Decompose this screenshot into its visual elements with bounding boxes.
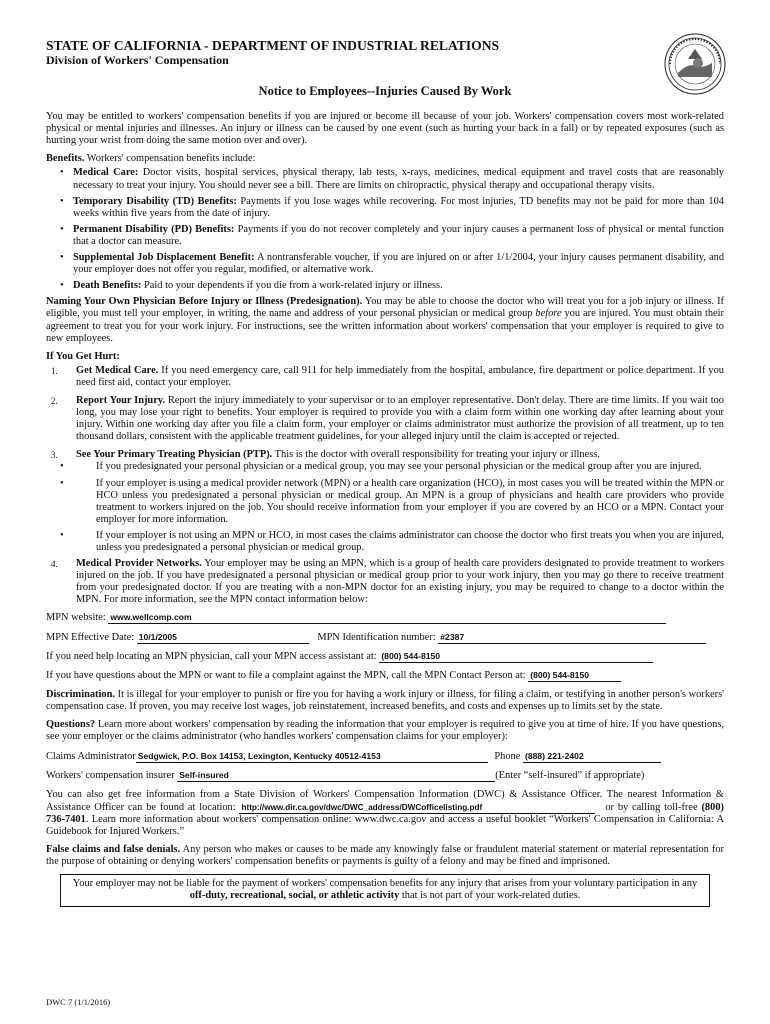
claims-admin-label: Claims Administrator — [46, 751, 136, 763]
false-claims-heading: False claims and false denials. — [46, 843, 181, 855]
mpn-website-line — [46, 612, 724, 624]
mpn-contact-label: If you have questions about the MPN or want to file a complaint against the MPN, call the MPN Contact Person at: — [46, 669, 526, 681]
benefits-heading: Benefits. — [46, 153, 85, 165]
state-seal-icon — [664, 33, 726, 95]
mpn-contact-phone-field[interactable]: (800) 544-8150 — [528, 670, 621, 682]
benefit-text: A nontransferable voucher, if you are injured on or after 1/1/2004, your injury causes permanent disability, and your employer does not offer you regular, modified, or alternative work. — [73, 252, 725, 276]
if-hurt-heading — [46, 351, 724, 363]
benefit-text: Doctor visits, hospital services, physical therapy, lab tests, x-rays, medicines, medical equipment and travel costs that are reasonably necessary to treat your injury. You should never see a bill. There are limits on chiropractic, physical therapy and occupational therapy visits. — [73, 167, 724, 191]
list-item — [46, 196, 724, 220]
item-term: Report Your Injury. — [76, 394, 166, 406]
insurer-line — [46, 770, 724, 782]
item-number: 4. — [51, 559, 58, 570]
benefit-term: Permanent Disability (PD) Benefits: — [73, 223, 235, 235]
claims-admin-field[interactable]: Sedgwick, P.O. Box 14153, Lexington, Kentucky 40512-4153 — [136, 751, 488, 763]
mpn-access-phone-field[interactable]: (800) 544-8150 — [379, 651, 653, 663]
dwc-text: . Learn more information about workers' compensation online: www.dwc.ca.gov and access a useful booklet “Workers' Compensation in California: A Guidebook for Injured Workers.” — [46, 813, 724, 837]
benefits-list — [46, 167, 724, 292]
claims-phone-field[interactable]: (888) 221-2402 — [523, 751, 661, 763]
intro-paragraph: You may be entitled to workers' compensation benefits if you are injured or become ill because of your job. Workers' compensation covers most work-related physical or mental injuries and illnesses. An injury or illness can be caused by one event (such as hurting your back in a fall) or by repeated exposures (such as hurting your wrist from doing the same motion over and over). — [46, 111, 724, 147]
benefits-lead: Workers' compensation benefits include: — [84, 153, 256, 165]
mpn-effective-date-field[interactable]: 10/1/2005 — [137, 632, 309, 644]
false-claims-text: Any person who makes or causes to be made any knowingly false or fraudulent material statement or material representation for the purpose of obtaining or denying workers' compensation benefits or payments is guilty of a felony and may be fined and imprisoned. — [46, 843, 724, 867]
list-item — [46, 558, 724, 606]
dwc-text: by calling toll-free — [617, 801, 702, 813]
item-term: Get Medical Care. — [76, 364, 159, 376]
if-hurt-heading-text: If You Get Hurt: — [46, 350, 120, 362]
benefits-section — [46, 153, 724, 165]
discrimination-text: It is illegal for your employer to punish or fire you for having a work injury or illness, for filing a claim, or testifying in another person's workers' compensation case. If proven, you may receive lost wages, job reinstatement, increased benefits, and costs and expenses up to limits set by the state. — [46, 688, 724, 712]
item-number: 2. — [51, 395, 58, 406]
item-number: 3. — [51, 450, 58, 461]
discrimination-paragraph — [46, 689, 724, 713]
questions-heading: Questions? — [46, 719, 96, 731]
notice-box — [60, 874, 710, 907]
notice-title: Notice to Employees--Injuries Caused By Work — [258, 84, 512, 98]
mpn-effective-line — [46, 632, 724, 644]
item-text: If you need emergency care, call 911 for help immediately from the hospital, ambulance, fire department or police department. If you need first aid, contact your employer. — [76, 364, 724, 388]
insurer-note: (Enter “self-insured” if appropriate) — [495, 770, 645, 782]
list-item: • If you predesignated your personal physician or a medical group, you may see your personal physician or the medical group after you are injured. — [46, 461, 724, 473]
mpn-access-label: If you need help locating an MPN physician, call your MPN access assistant at: — [46, 650, 377, 662]
insurer-field[interactable]: Self-insured — [177, 770, 495, 782]
false-claims-paragraph — [46, 844, 724, 868]
form-footer: DWC 7 (1/1/2016) — [46, 997, 111, 1007]
agency-heading: STATE OF CALIFORNIA - DEPARTMENT OF INDUSTRIAL RELATIONS — [46, 38, 500, 53]
mpn-effective-label: MPN Effective Date: — [46, 631, 135, 643]
item-term: Medical Provider Networks. — [76, 558, 202, 570]
if-hurt-list — [46, 365, 724, 607]
predesignation-text: You may be able to choose the doctor who will treat you for a job injury or illness. If eligible, you must tell your employer, in writing, the name and address of your personal physician or medical group — [46, 296, 724, 320]
dwc-phone: (800) 736-7401 — [46, 801, 724, 825]
benefit-text: Payments if you lose wages while recovering. For most injuries, TD benefits may not be paid for more than 104 weeks within five years from the date of injury. — [73, 195, 724, 219]
discrimination-heading: Discrimination. — [46, 688, 115, 700]
mpn-contact-line — [46, 670, 724, 682]
list-item — [46, 365, 724, 389]
predesignation-text: you are injured. You must obtain their agreement to treat you for your work injury. For instructions, see the written information about workers' compensation that your employer is required to give to new employees. — [46, 308, 725, 344]
list-item — [46, 449, 724, 554]
item-term: See Your Primary Treating Physician (PTP). — [76, 449, 273, 461]
notice-box-emphasis: off-duty, recreational, social, or athletic activity — [189, 890, 400, 902]
questions-paragraph — [46, 719, 724, 743]
dwc-or: or — [605, 801, 614, 813]
benefit-term: Medical Care: — [73, 167, 139, 179]
insurer-label: Workers' compensation insurer — [46, 770, 175, 782]
list-item — [46, 395, 724, 443]
dwc-text: You can also get free information from a State Division of Workers' Compensation Information (DWC) & Assistance Officer. The nearest Information & Assistance Officer can be found at location: — [46, 789, 724, 813]
dwc-location-field[interactable]: http://www.dir.ca.gov/dwc/DWC_address/DWCofficelisting.pdf — [239, 802, 595, 814]
item-text: This is the doctor with overall responsibility for treating your injury or illness. — [272, 449, 600, 461]
benefit-text: Payments if you do not recover completely and your injury causes a permanent loss of physical or mental function that a doctor can measure. — [73, 223, 724, 247]
list-item: • If your employer is using a medical provider network (MPN) or a health care organization (HCO), in most cases you will be treated within the MPN or HCO unless you predesignated a personal physician or medical group. An MPN is a group of physicians and health care providers who provide treatment to workers injured on the job. You should receive information from your employer if you are covered by an HCO or a MPN. Contact your employer for more information. — [46, 478, 724, 526]
mpn-id-label: MPN Identification number: — [317, 631, 436, 643]
list-item — [46, 167, 724, 191]
mpn-id-field[interactable]: #2387 — [438, 632, 706, 644]
mpn-website-label: MPN website: — [46, 612, 106, 624]
division-heading: Division of Workers' Compensation — [46, 53, 229, 67]
ptp-sub-list — [46, 461, 724, 554]
list-item — [46, 224, 724, 248]
benefit-term: Temporary Disability (TD) Benefits: — [73, 195, 237, 207]
item-number: 1. — [51, 365, 58, 376]
notice-box-text: Your employer may not be liable for the payment of workers' compensation benefits for any injury that arises from your voluntary participation in any — [72, 877, 698, 889]
list-item: • If your employer is not using an MPN or HCO, in most cases the claims administrator can choose the doctor who first treats you when you are injured, unless you predesignated a personal physician or medical group. — [46, 530, 724, 554]
benefit-term: Death Benefits: — [73, 280, 142, 292]
item-text: Your employer may be using an MPN, which is a group of health care providers designated to provide treatment to workers injured on the job. If you have predesignated a personal physician or medical group prior to your work injury, then you may go there to receive treatment from your predesignated doctor. If you are treating with a non-MPN doctor for an existing injury, you may be required to change to a doctor within the MPN. For more information, see the MPN contact information below: — [76, 558, 724, 606]
item-text: Report the injury immediately to your supervisor or to an employer representative. Don't delay. There are time limits. If you wait too long, you may lose your right to benefits. Your employer is required to provide you with a claim form within one working day after learning about your injury. Within one working day after you file a claim form, your employer or claims administrator must authorize the provision of all treatment, up to ten thousand dollars, consistent with the applicable treatment guidelines, for your alleged injury until the claim is accepted or rejected. — [76, 394, 724, 443]
list-item — [46, 280, 724, 292]
benefit-term: Supplemental Job Displacement Benefit: — [73, 252, 255, 264]
claims-phone-label: Phone — [494, 751, 521, 763]
dwc-paragraph — [46, 789, 724, 837]
benefit-text: Paid to your dependents if you die from a work-related injury or illness. — [141, 280, 443, 292]
mpn-website-field[interactable]: www.wellcomp.com — [108, 612, 666, 624]
list-item — [46, 252, 724, 276]
claims-admin-line — [46, 751, 724, 763]
predesignation-paragraph — [46, 296, 724, 344]
questions-text: Learn more about workers' compensation by reading the information that your employer is required to give you at time of hire. If you have questions, see your employer or the claims administrator (who handles workers' compensation claims for your employer): — [46, 719, 724, 743]
mpn-access-line — [46, 651, 724, 663]
predesignation-heading: Naming Your Own Physician Before Injury or Illness (Predesignation). — [46, 296, 363, 308]
notice-box-text: that is not part of your work-related duties. — [399, 890, 581, 902]
predesignation-emphasis: before — [535, 308, 562, 320]
